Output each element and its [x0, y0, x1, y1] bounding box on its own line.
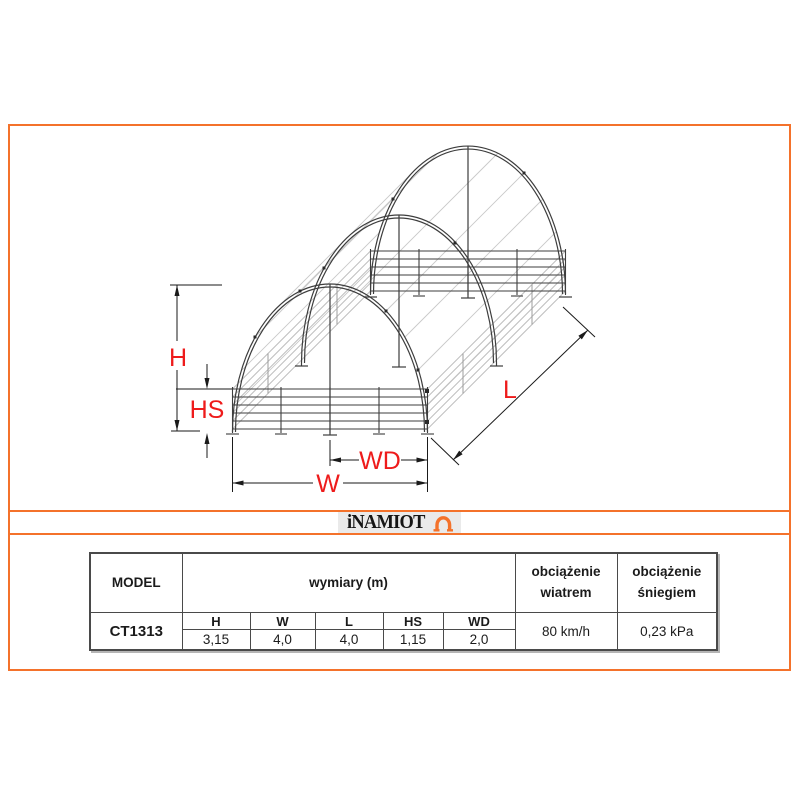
table-section [10, 535, 789, 669]
wind-load-value-cell: 80 km/h [515, 613, 617, 651]
model-header-cell: MODEL [90, 553, 182, 613]
dim-value-wd: 2,0 [443, 630, 515, 651]
spec-table [89, 552, 718, 651]
dim-header-h: H [182, 613, 250, 630]
front-fence [226, 387, 434, 434]
side-height-label: HS [189, 396, 225, 424]
model-value-cell: CT1313 [90, 613, 182, 651]
length-label: L [503, 376, 517, 404]
dim-header-hs: HS [383, 613, 443, 630]
dim-header-wd: WD [443, 613, 515, 630]
dimensions-header-cell: wymiary (m) [182, 553, 515, 613]
snow-load-header-cell: obciążenie śniegiem [617, 553, 717, 613]
dim-value-h: 3,15 [182, 630, 250, 651]
dim-value-l: 4,0 [315, 630, 383, 651]
center-width-label: WD [359, 447, 401, 475]
brand-logo [338, 512, 461, 533]
drawing-section [10, 126, 789, 510]
brand-name: iNAMIOT [346, 511, 425, 533]
snow-load-value-cell: 0,23 kPa [617, 613, 717, 651]
dim-value-w: 4,0 [250, 630, 315, 651]
logo-strip [10, 510, 789, 535]
orange-frame [8, 124, 791, 671]
tent-arch-icon [432, 513, 454, 532]
dim-header-w: W [250, 613, 315, 630]
height-label: H [168, 344, 188, 372]
dim-value-hs: 1,15 [383, 630, 443, 651]
wind-load-header-cell: obciążenie wiatrem [515, 553, 617, 613]
dim-header-l: L [315, 613, 383, 630]
width-label: W [316, 470, 340, 498]
tent-technical-drawing [10, 126, 788, 510]
dimension-letters-row [90, 613, 717, 630]
table-header-row [90, 553, 717, 613]
